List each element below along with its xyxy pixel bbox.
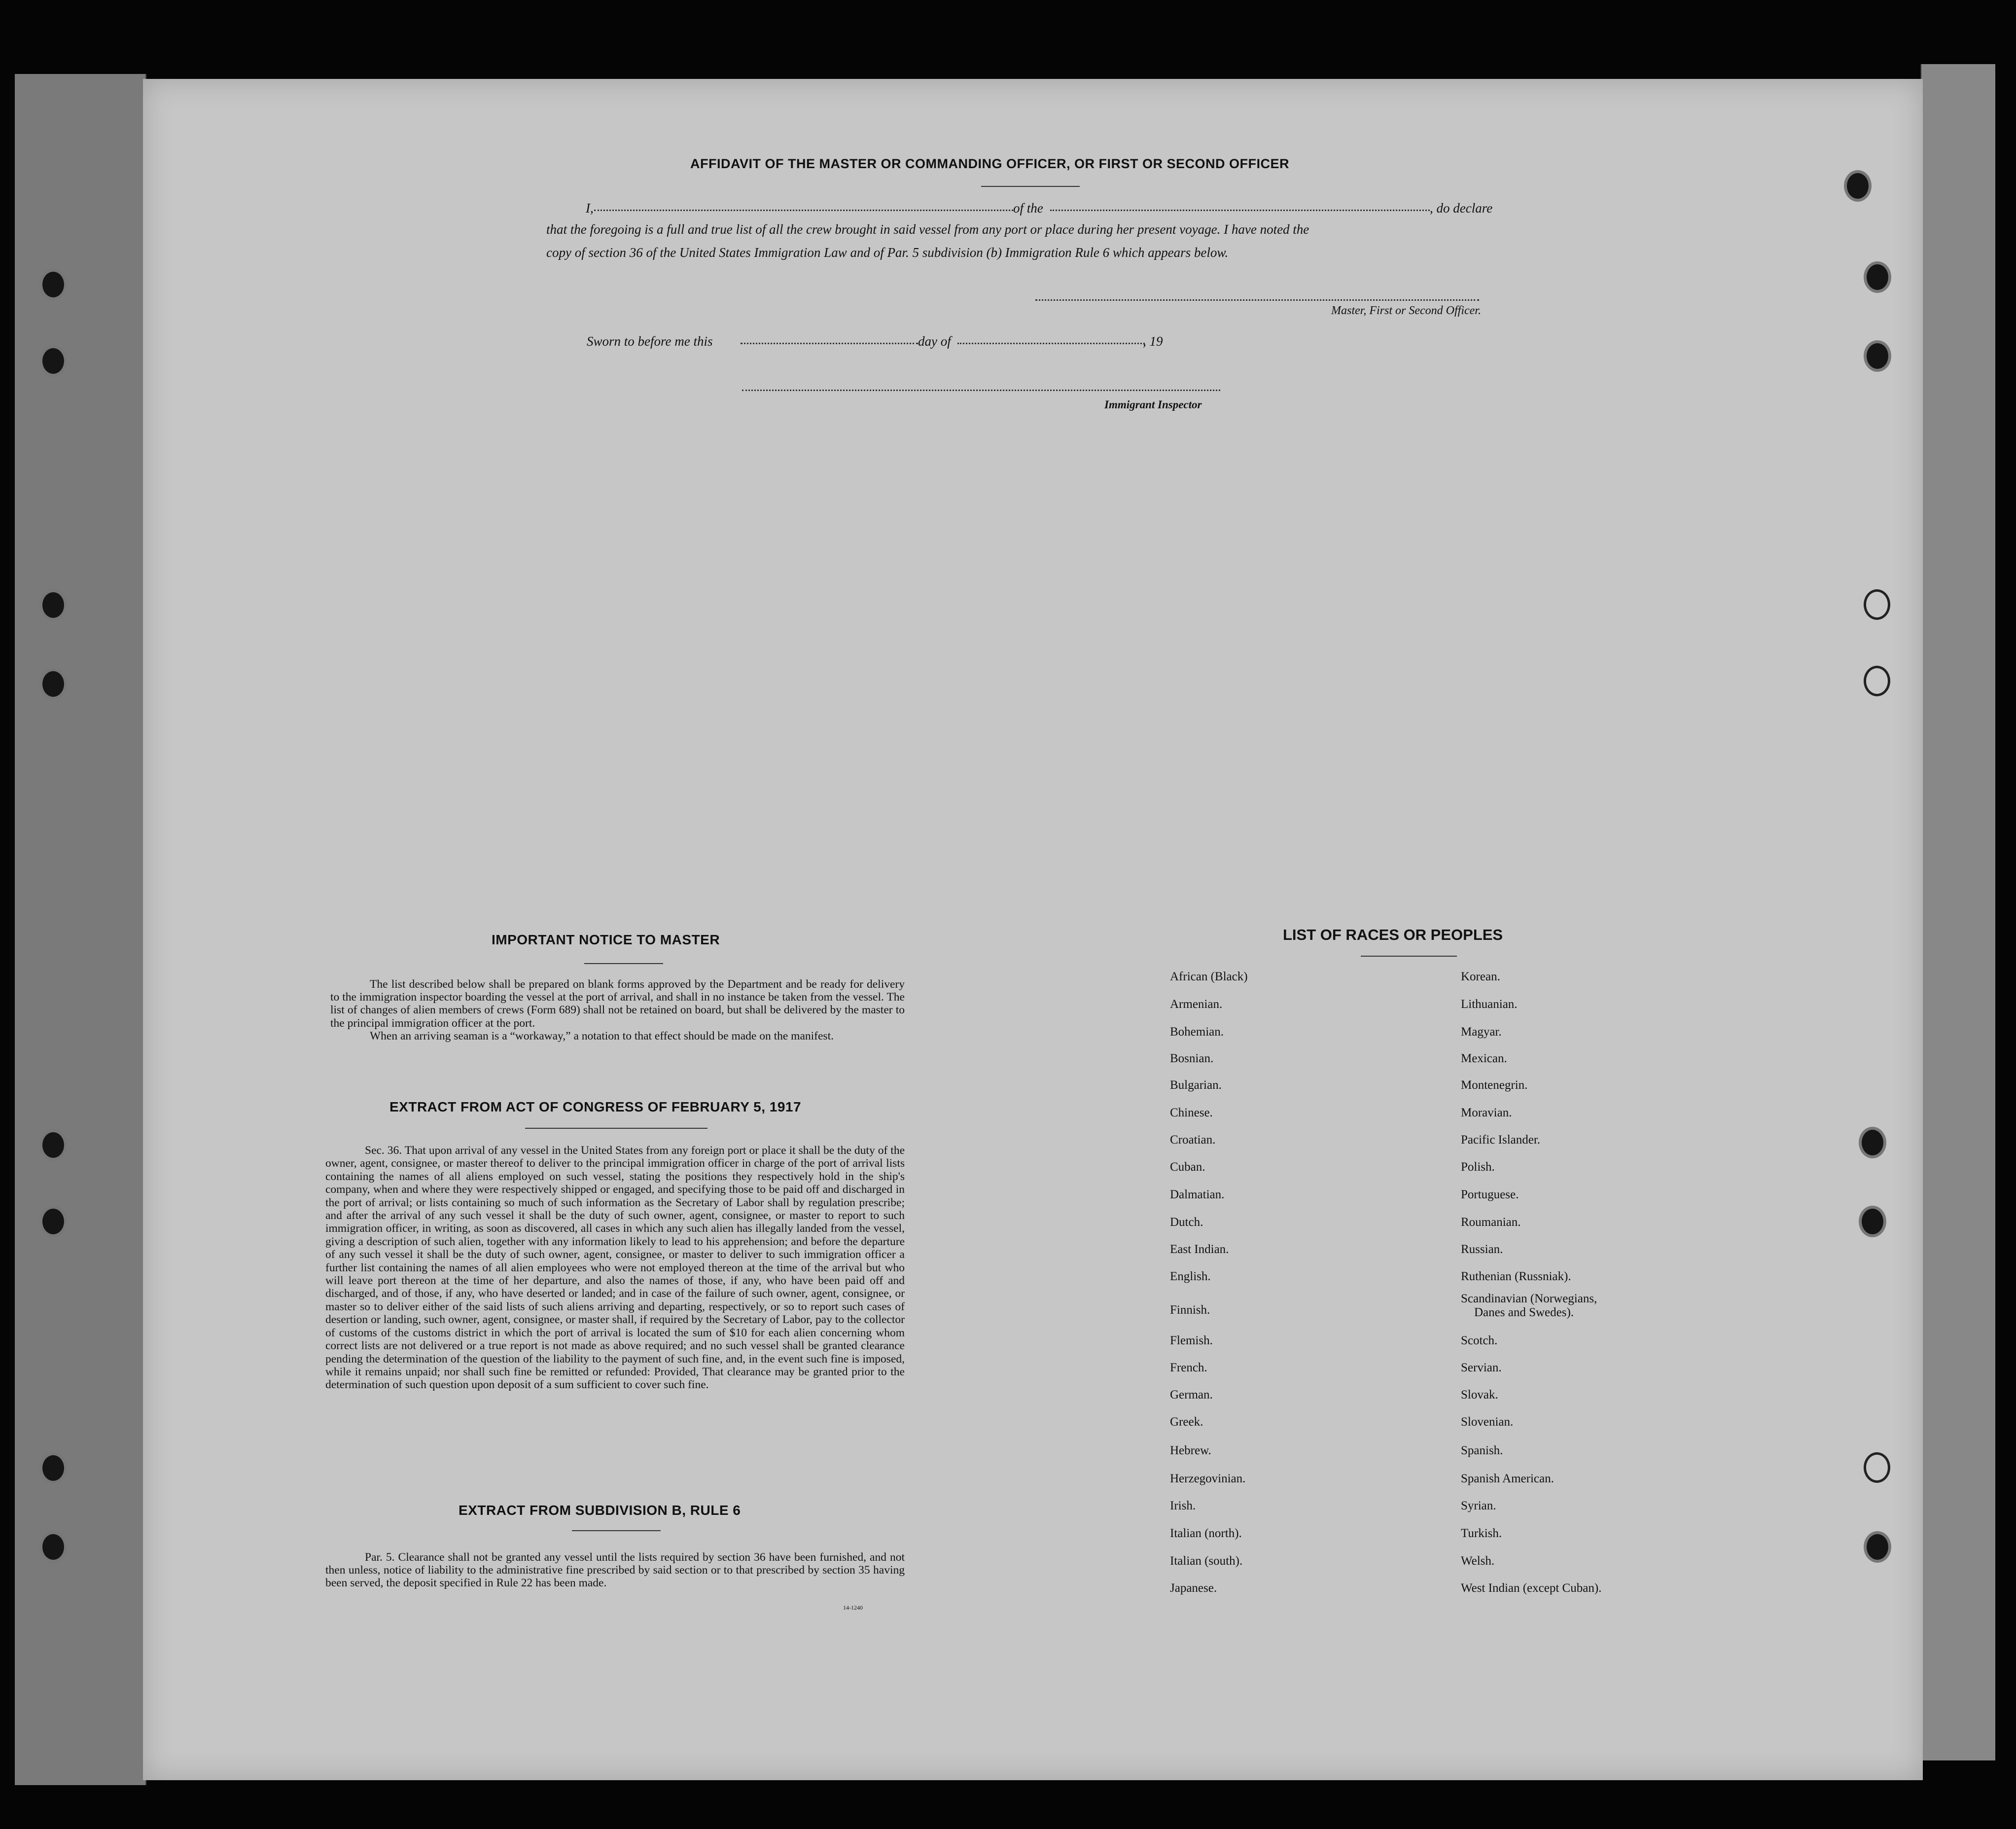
extract-act-text: Sec. 36. That upon arrival of any vessel in the United States from any foreign port or place it shall be the duty of the owner, agent, consignee, or master thereof to deliver to the principal immigration officer in charge of the port of arrival lists containing the names of all aliens employed on such vessel, stating the positions they respectively hold in the ship's company, when and where they were respectively shipped or engaged, and specifying those to be paid off and discharged in the port of arrival; or lists containing so much of such information as the Secretary of Labor shall by regulation prescribe; and after the arrival of any such vessel it shall be the duty of such owner, agent, consignee, or master to report to such immigration officer, in writing, as soon as discovered, all cases in which any such alien has illegally landed from the vessel, giving a description of such alien, together with any information likely to lead to his apprehension; and before the departure of any such vessel it shall be the duty of such owner, agent, consignee, or master to deliver to such immigration officer a further list containing the names of all alien employees who were not employed thereon at the time of the arrival but who will leave port thereon at the time of her departure, and also the names of those, if any, who have been paid off and discharged, and of those, if any, who have deserted or landed; and in case of the failure of such owner, agent, consignee, or master so to deliver either of the said lists of such aliens arriving and departing, respectively, or so to report such cases of desertion or landing, such owner, agent, consignee, or master shall, if required by the Secretary of Labor, pay to the collector of customs of the customs district in which the port of arrival is located the sum of $10 for each alien concerning whom correct lists are not delivered or a true report is not made as above required; and no such vessel shall be granted clearance pending the determination of the question of the liability to the payment of such fine, and, in the event such fine is imposed, while it remains unpaid; nor shall such fine be remitted or refunded: Provided, That clearance may be granted prior to the determination of such question upon deposit of a sum sufficient to cover such fine. xyxy=(325,1144,905,1392)
race-item: Moravian. xyxy=(1461,1106,1512,1119)
punch-hole xyxy=(39,668,67,700)
race-item: Slovak. xyxy=(1461,1388,1498,1401)
race-item: Bosnian. xyxy=(1170,1052,1214,1065)
race-item: Portuguese. xyxy=(1461,1188,1519,1201)
notice-body xyxy=(330,978,905,1042)
vessel-field[interactable] xyxy=(1050,210,1430,211)
race-item: Armenian. xyxy=(1170,998,1223,1011)
extract-act-body xyxy=(325,1144,905,1392)
race-item: Croatian. xyxy=(1170,1133,1216,1147)
punch-hole xyxy=(39,269,67,300)
race-item: Ruthenian (Russniak). xyxy=(1461,1270,1571,1283)
name-field[interactable] xyxy=(594,210,1013,211)
race-item: German. xyxy=(1170,1388,1213,1401)
punch-hole xyxy=(1859,1127,1886,1158)
race-item: Irish. xyxy=(1170,1499,1196,1512)
notice-para1: The list described below shall be prepared on blank forms approved by the Department and be ready for delivery to the immigration inspector boarding the vessel at the port of arrival, and shall in no instance be taken from the vessel. The list of changes of alien members of crews (Form 689) shall not be retained on board, but shall be delivered by the master to the principal immigration officer at the port. xyxy=(330,978,905,1030)
race-item: Magyar. xyxy=(1461,1025,1502,1039)
sworn-label: Sworn to before me this xyxy=(587,334,713,349)
extract-rule-rule xyxy=(572,1530,661,1531)
race-item: Korean. xyxy=(1461,970,1500,983)
sworn-day-field[interactable] xyxy=(741,343,918,344)
race-item: Scandinavian (Norwegians, xyxy=(1461,1292,1597,1305)
race-item: French. xyxy=(1170,1361,1207,1374)
race-item: Finnish. xyxy=(1170,1303,1210,1317)
affidavit-of-the-label: of the xyxy=(1013,201,1043,215)
race-item: Hebrew. xyxy=(1170,1444,1211,1457)
sworn-month-field[interactable] xyxy=(957,343,1145,344)
notice-title: IMPORTANT NOTICE TO MASTER xyxy=(492,932,720,947)
scanner-left-edge xyxy=(15,74,146,1785)
race-item: Dalmatian. xyxy=(1170,1188,1225,1201)
race-item: Welsh. xyxy=(1461,1554,1495,1568)
inspector-label: Immigrant Inspector xyxy=(1104,398,1202,411)
punch-hole xyxy=(1859,1206,1886,1237)
punch-hole xyxy=(1864,589,1890,620)
extract-rule-body xyxy=(325,1551,905,1590)
extract-rule-title: EXTRACT FROM SUBDIVISION B, RULE 6 xyxy=(459,1503,741,1518)
document-page xyxy=(143,79,1923,1780)
punch-hole xyxy=(1864,1452,1890,1483)
race-item: East Indian. xyxy=(1170,1243,1229,1256)
race-item: Slovenian. xyxy=(1461,1415,1514,1429)
notice-para2: When an arriving seaman is a “workaway,” a notation to that effect should be made on the manifest. xyxy=(370,1029,834,1042)
affidavit-line3: copy of section 36 of the United States Immigration Law and of Par. 5 subdivision (b) Immigration Rule 6 which appears below. xyxy=(546,245,1229,260)
race-item: Russian. xyxy=(1461,1243,1503,1256)
race-item: Lithuanian. xyxy=(1461,998,1518,1011)
notice-rule xyxy=(584,963,663,964)
punch-hole xyxy=(39,1452,67,1484)
race-item: English. xyxy=(1170,1270,1211,1283)
punch-hole xyxy=(1864,666,1890,696)
inspector-signature-field[interactable] xyxy=(742,390,1220,391)
races-title: LIST OF RACES OR PEOPLES xyxy=(1283,926,1503,943)
year-label: , 19 xyxy=(1143,334,1163,349)
punch-hole xyxy=(39,1531,67,1563)
race-item: Spanish. xyxy=(1461,1444,1503,1457)
races-rule xyxy=(1361,956,1457,957)
race-item: Servian. xyxy=(1461,1361,1502,1374)
race-item: Italian (south). xyxy=(1170,1554,1243,1568)
master-signature-field[interactable] xyxy=(1035,299,1479,301)
race-item: Danes and Swedes). xyxy=(1474,1306,1574,1319)
punch-hole xyxy=(39,589,67,621)
title-rule xyxy=(981,186,1080,187)
race-item: Roumanian. xyxy=(1461,1216,1521,1229)
race-item: Polish. xyxy=(1461,1160,1495,1174)
affidavit-i-label: I, xyxy=(586,201,594,215)
race-item: Pacific Islander. xyxy=(1461,1133,1541,1147)
race-item: Scotch. xyxy=(1461,1334,1498,1347)
race-item: Japanese. xyxy=(1170,1581,1217,1595)
scanner-right-edge xyxy=(1920,64,1995,1760)
race-item: Herzegovinian. xyxy=(1170,1472,1246,1485)
race-item: Bohemian. xyxy=(1170,1025,1224,1039)
punch-hole xyxy=(39,345,67,377)
race-item: Cuban. xyxy=(1170,1160,1205,1174)
race-item: Italian (north). xyxy=(1170,1527,1242,1540)
race-item: Montenegrin. xyxy=(1461,1078,1528,1092)
punch-hole xyxy=(1864,340,1891,372)
race-item: Dutch. xyxy=(1170,1216,1203,1229)
extract-rule-text: Par. 5. Clearance shall not be granted any vessel until the lists required by section 36 have been furnished, and not then unless, notice of liability to the administrative fine prescribed by said section or to that prescribed by section 35 having been served, the deposit specified in Rule 22 has been made. xyxy=(325,1551,905,1590)
day-of-label: day of xyxy=(918,334,951,349)
race-item: Turkish. xyxy=(1461,1527,1502,1540)
punch-hole xyxy=(1844,170,1872,202)
race-item: West Indian (except Cuban). xyxy=(1461,1581,1602,1595)
extract-act-rule xyxy=(525,1128,707,1129)
race-item: Greek. xyxy=(1170,1415,1203,1429)
race-item: Mexican. xyxy=(1461,1052,1507,1065)
race-item: Bulgarian. xyxy=(1170,1078,1222,1092)
master-signature-label: Master, First or Second Officer. xyxy=(1331,304,1481,317)
form-number: 14-1240 xyxy=(843,1604,863,1611)
race-item: Spanish American. xyxy=(1461,1472,1554,1485)
affidavit-line2: that the foregoing is a full and true list of all the crew brought in said vessel from any port or place during her present voyage. I have noted the xyxy=(546,222,1309,237)
punch-hole xyxy=(39,1129,67,1161)
extract-act-title: EXTRACT FROM ACT OF CONGRESS OF FEBRUARY 5, 1917 xyxy=(389,1099,802,1114)
race-item: Syrian. xyxy=(1461,1499,1496,1512)
race-item: Flemish. xyxy=(1170,1334,1213,1347)
race-item: African (Black) xyxy=(1170,970,1248,983)
punch-hole xyxy=(1864,261,1891,293)
affidavit-title: AFFIDAVIT OF THE MASTER OR COMMANDING OFFICER, OR FIRST OR SECOND OFFICER xyxy=(690,156,1289,171)
affidavit-do-declare: , do declare xyxy=(1430,201,1493,215)
race-item: Chinese. xyxy=(1170,1106,1213,1119)
punch-hole xyxy=(39,1206,67,1237)
punch-hole xyxy=(1864,1531,1891,1563)
